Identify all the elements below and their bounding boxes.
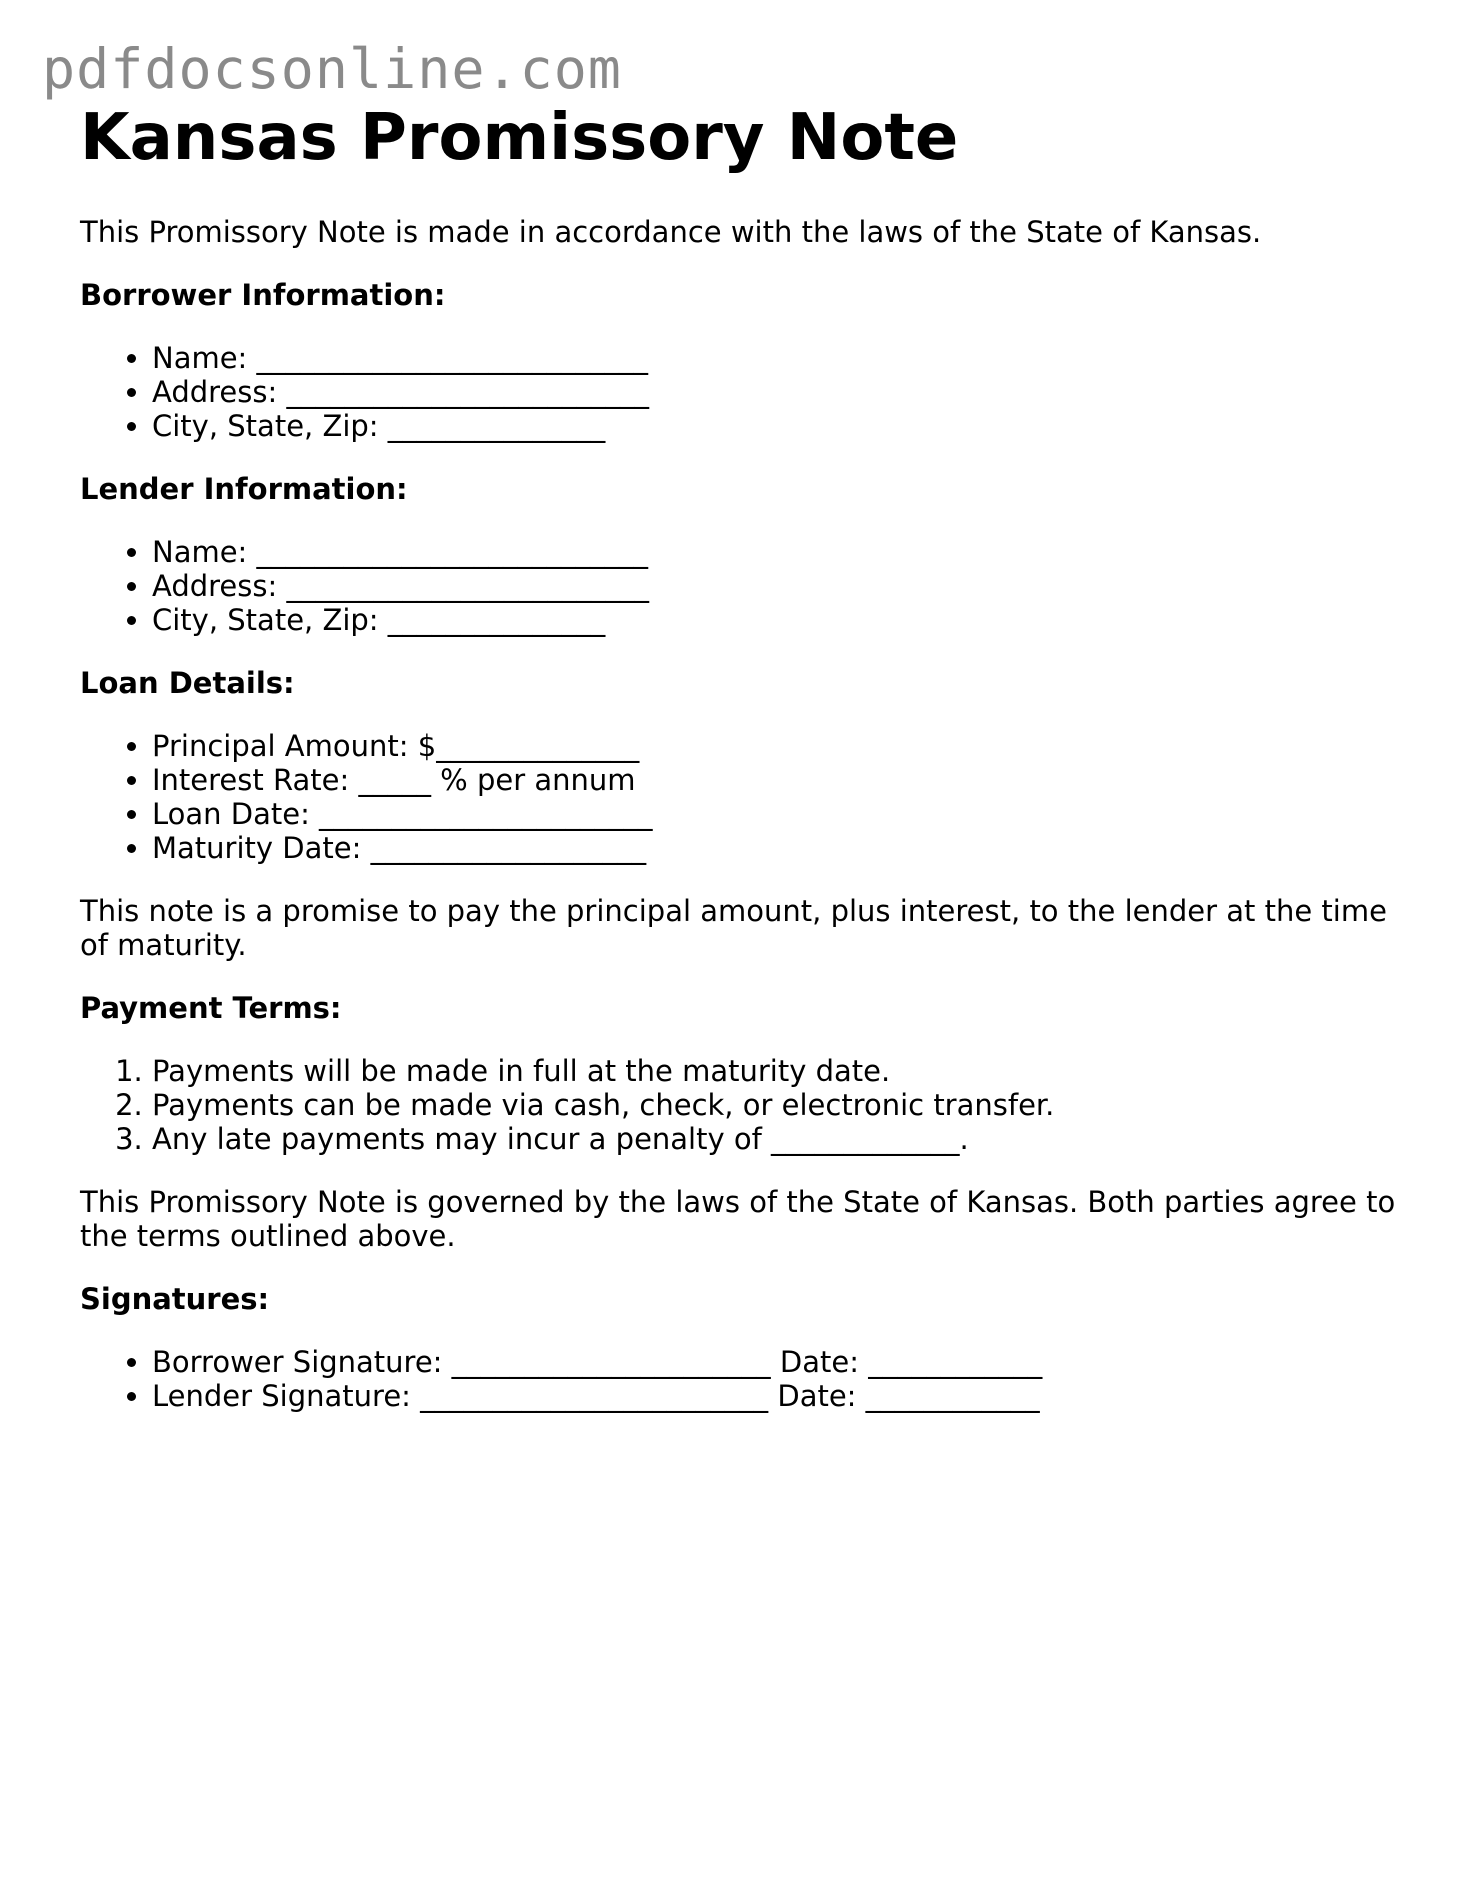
lender-name-field[interactable]: • Name: ___________________________	[152, 535, 1400, 569]
signatures-heading: Signatures:	[80, 1281, 270, 1316]
loan-details-heading: Loan Details:	[80, 665, 295, 700]
payment-term-item: 1. Payments will be made in full at the maturity date.	[152, 1054, 1400, 1088]
loan-details-list	[80, 729, 1400, 865]
borrower-city-state-zip-field[interactable]: • City, State, Zip: _______________	[152, 409, 1400, 443]
lender-address-field[interactable]: • Address: _________________________	[152, 569, 1400, 603]
document-page	[80, 103, 1400, 1413]
loan-date-field[interactable]: • Loan Date: _______________________	[152, 797, 1400, 831]
principal-amount-field[interactable]: • Principal Amount: $______________	[152, 729, 1400, 763]
payment-terms-heading: Payment Terms:	[80, 990, 342, 1025]
signatures-list	[80, 1345, 1400, 1413]
watermark-logo: pdfdocsonline.com	[42, 37, 622, 101]
lender-info-list	[80, 535, 1400, 637]
intro-paragraph: This Promissory Note is made in accordance with the laws of the State of Kansas.	[80, 214, 1262, 249]
promise-paragraph: This note is a promise to pay the principal amount, plus interest, to the lender at the time of maturity.	[80, 893, 1387, 962]
borrower-address-field[interactable]: • Address: _________________________	[152, 375, 1400, 409]
governing-law-paragraph: This Promissory Note is governed by the laws of the State of Kansas. Both parties agree to the terms outlined above.	[80, 1184, 1396, 1253]
interest-rate-field[interactable]: • Interest Rate: _____ % per annum	[152, 763, 1400, 797]
lender-heading: Lender Information:	[80, 471, 408, 506]
lender-city-state-zip-field[interactable]: • City, State, Zip: _______________	[152, 603, 1400, 637]
document-title: Kansas Promissory Note	[80, 101, 959, 175]
lender-signature-field[interactable]: • Lender Signature: ________________________ Date: ____________	[152, 1379, 1400, 1413]
maturity-date-field[interactable]: • Maturity Date: ___________________	[152, 831, 1400, 865]
payment-term-item: 2. Payments can be made via cash, check, or electronic transfer.	[152, 1088, 1400, 1122]
borrower-name-field[interactable]: • Name: ___________________________	[152, 341, 1400, 375]
borrower-info-list	[80, 341, 1400, 443]
late-penalty-field[interactable]: 3. Any late payments may incur a penalty of _____________.	[152, 1122, 1400, 1156]
borrower-signature-field[interactable]: • Borrower Signature: ______________________ Date: ____________	[152, 1345, 1400, 1379]
borrower-heading: Borrower Information:	[80, 277, 446, 312]
payment-terms-list	[80, 1054, 1400, 1156]
